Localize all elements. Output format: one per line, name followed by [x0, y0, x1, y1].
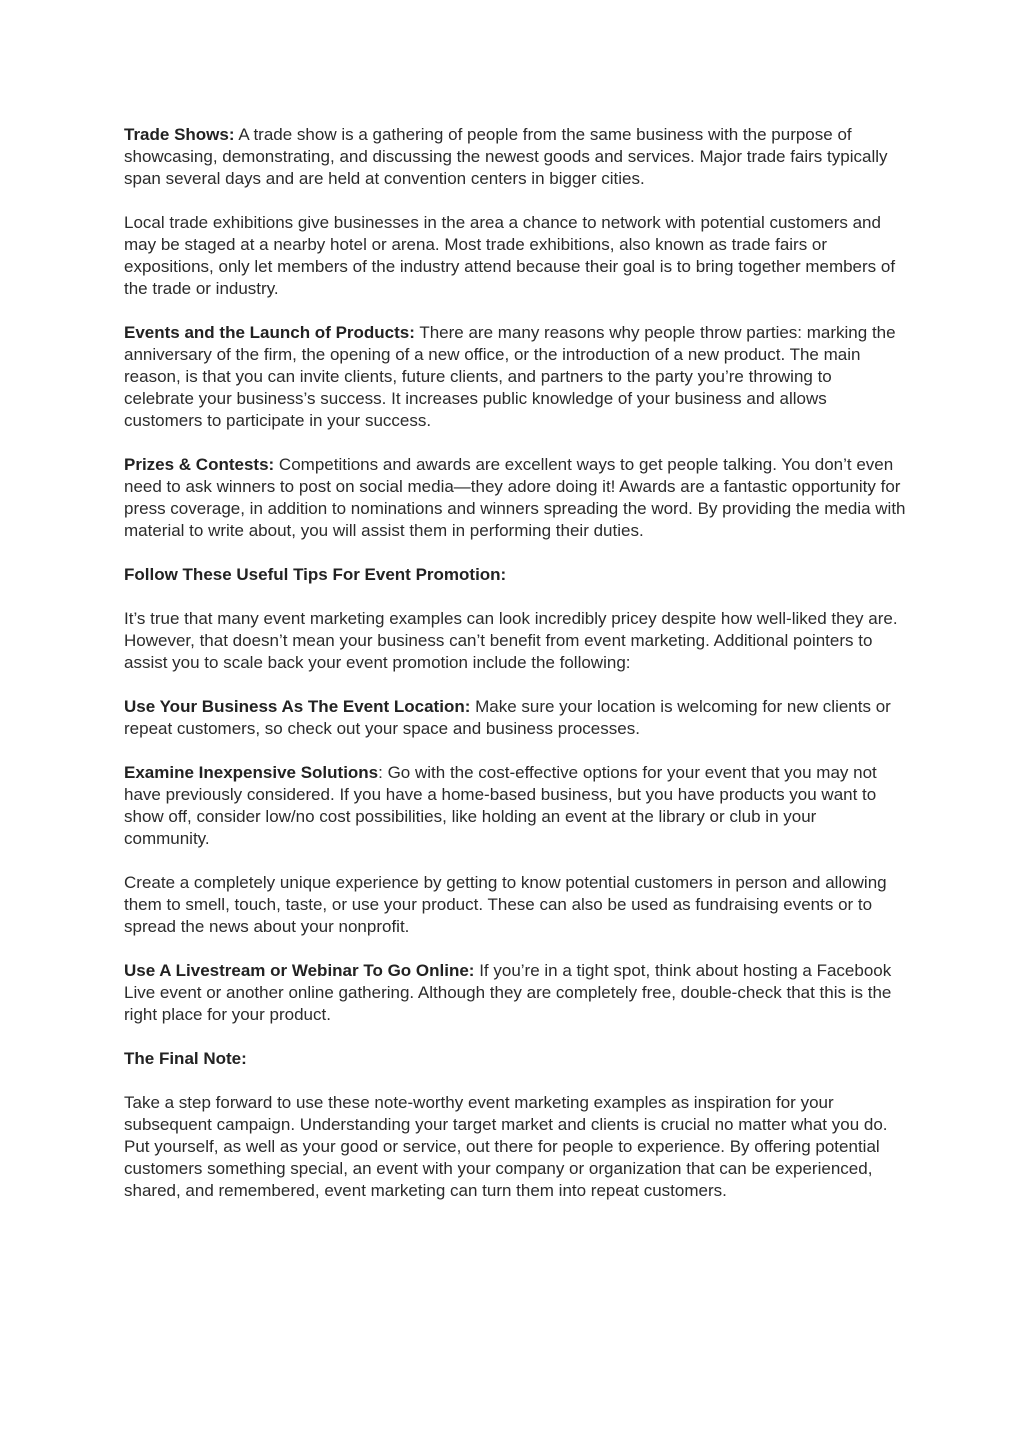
paragraph-lead: Examine Inexpensive Solutions — [124, 763, 379, 782]
paragraph-text: Make sure your location is welcoming for new clients or repeat customers, so check out your space and business processes. — [124, 697, 891, 738]
paragraph-lead: Use Your Business As The Event Location: — [124, 697, 471, 716]
paragraph-business-location — [124, 696, 906, 740]
paragraph-text: A trade show is a gathering of people from the same business with the purpose of showcasing, demonstrating, and discussing the newest goods and services. Major trade fairs typically span several days and are held at convention centers in bigger cities. — [124, 125, 888, 188]
paragraph-unique-experience — [124, 872, 906, 938]
paragraph-trade-shows — [124, 124, 906, 190]
paragraph-tips-intro — [124, 608, 906, 674]
paragraph-text: There are many reasons why people throw parties: marking the anniversary of the firm, the opening of a new office, or the introduction of a new product. The main reason, is that you can invite clients, future clients, and partners to the party you’re throwing to celebrate your business’s success. It increases public knowledge of your business and allows customers to participate in your success. — [124, 323, 896, 430]
paragraph-lead: Events and the Launch of Products: — [124, 323, 415, 342]
paragraph-text: It’s true that many event marketing examples can look incredibly pricey despite how well-liked they are. However, that doesn’t mean your business can’t benefit from event marketing. Additional pointers to assist you to scale back your event promotion include the following: — [124, 609, 898, 672]
paragraph-lead: Use A Livestream or Webinar To Go Online: — [124, 961, 475, 980]
section-heading-tips: Follow These Useful Tips For Event Promotion: — [124, 565, 507, 584]
paragraph-lead: Prizes & Contests: — [124, 455, 275, 474]
section-heading-final: The Final Note: — [124, 1049, 247, 1068]
document-page — [124, 124, 906, 1224]
paragraph-lead: Trade Shows: — [124, 125, 235, 144]
paragraph-local-trade — [124, 212, 906, 300]
paragraph-text: If you’re in a tight spot, think about hosting a Facebook Live event or another online gathering. Although they are completely free, double-check that this is the right place for your product. — [124, 961, 892, 1024]
paragraph-text: Local trade exhibitions give businesses in the area a chance to network with potential customers and may be staged at a nearby hotel or arena. Most trade exhibitions, also known as trade fairs or expositions, only let members of the industry attend because their goal is to bring together members of the trade or industry. — [124, 213, 896, 298]
paragraph-text: : Go with the cost-effective options for your event that you may not have previously considered. If you have a home-based business, but you have products you want to show off, consider low/no cost possibilities, like holding an event at the library or club in your community. — [124, 763, 877, 848]
paragraph-prizes — [124, 454, 906, 542]
paragraph-text: Competitions and awards are excellent ways to get people talking. You don’t even need to ask winners to post on social media—they adore doing it! Awards are a fantastic opportunity for press coverage, in addition to nominations and winners spreading the word. By providing the media with material to write about, you will assist them in performing their duties. — [124, 455, 906, 540]
paragraph-text: Create a completely unique experience by getting to know potential customers in person and allowing them to smell, touch, taste, or use your product. These can also be used as fundraising events or to spread the news about your nonprofit. — [124, 873, 887, 936]
paragraph-text: Take a step forward to use these note-worthy event marketing examples as inspiration for your subsequent campaign. Understanding your target market and clients is crucial no matter what you do. Put yourself, as well as your good or service, out there for people to experience. By offering potential customers something special, an event with your company or organization that can be experienced, shared, and remembered, event marketing can turn them into repeat customers. — [124, 1093, 888, 1200]
paragraph-livestream — [124, 960, 906, 1026]
paragraph-inexpensive — [124, 762, 906, 850]
paragraph-final-note — [124, 1092, 906, 1202]
paragraph-events-launch — [124, 322, 906, 432]
